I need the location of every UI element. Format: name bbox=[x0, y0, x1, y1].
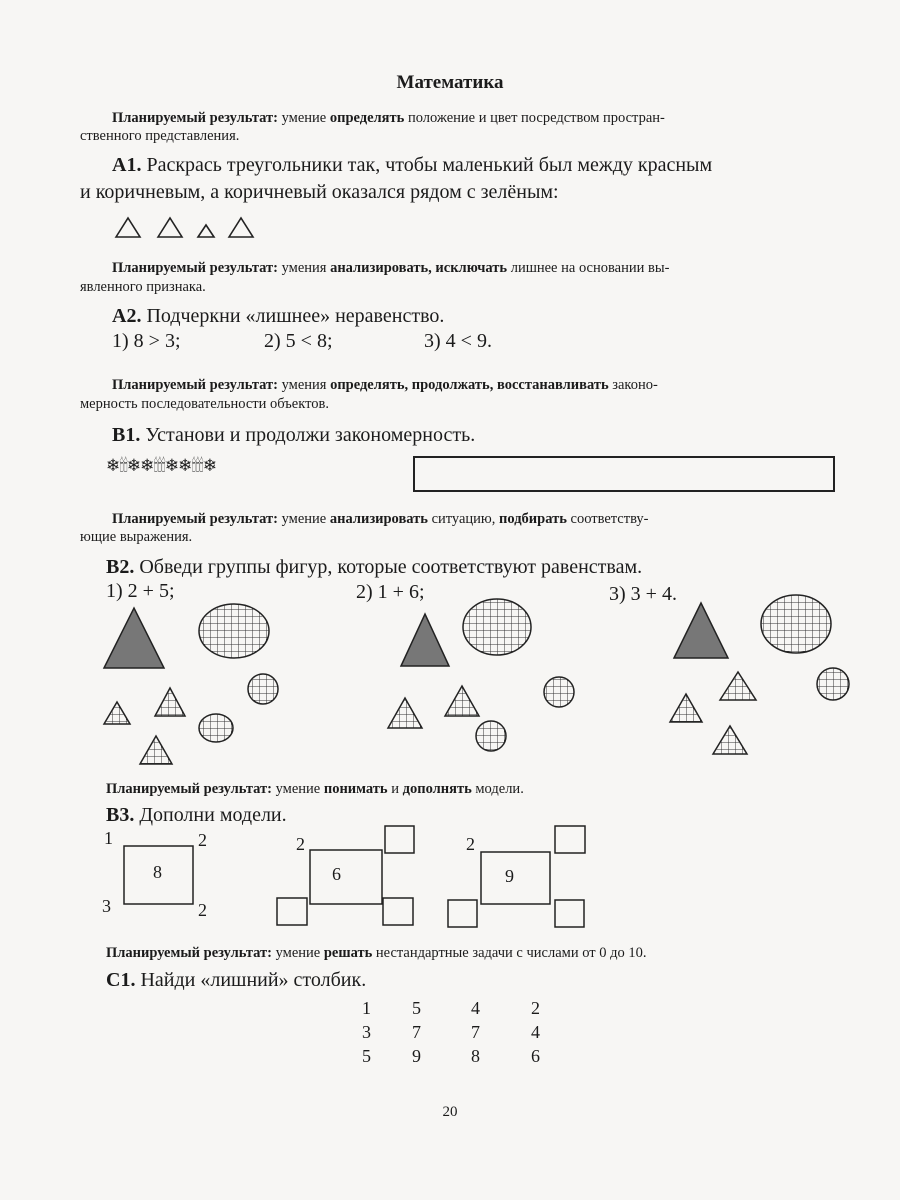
model-2-box-bl[interactable] bbox=[277, 898, 307, 925]
model-2-square bbox=[310, 850, 382, 904]
model-3-tl: 2 bbox=[466, 834, 475, 854]
grid-ellipse bbox=[199, 604, 269, 658]
model-3-box-bl[interactable] bbox=[448, 900, 477, 927]
triangle-1[interactable] bbox=[116, 218, 140, 237]
requirement-3: Планируемый результат: умения определять, продолжать, восстанавливать законо- bbox=[112, 377, 658, 393]
model-2-box-br[interactable] bbox=[383, 898, 413, 925]
c1-column-3[interactable]: 4 7 8 bbox=[471, 998, 480, 1066]
model-3-box-top[interactable] bbox=[555, 826, 585, 853]
requirement-6: Планируемый результат: умение решать нестандартные задачи с числами от 0 до 10. bbox=[106, 945, 647, 961]
model-1-bl: 3 bbox=[102, 896, 111, 916]
grid-circle bbox=[817, 668, 849, 700]
a2-option-3[interactable]: 3) 4 < 9. bbox=[424, 330, 492, 352]
grid-triangle bbox=[155, 688, 185, 716]
model-1-br: 2 bbox=[198, 900, 207, 920]
model-3-square bbox=[481, 852, 550, 904]
a2-option-2[interactable]: 2) 5 < 8; bbox=[264, 330, 333, 352]
task-b1: B1. Установи и продолжи закономерность. bbox=[112, 424, 476, 446]
requirement-3-line2: мерность последовательности объектов. bbox=[80, 396, 329, 412]
a2-option-1[interactable]: 1) 8 > 3; bbox=[112, 330, 181, 352]
b2-equation-1: 1) 2 + 5; bbox=[106, 580, 175, 602]
b2-equation-2: 2) 1 + 6; bbox=[356, 581, 425, 603]
c1-column-4[interactable]: 2 4 6 bbox=[531, 998, 540, 1066]
grid-triangle bbox=[388, 698, 422, 728]
req-label: Планируемый результат: bbox=[112, 110, 278, 126]
grid-triangle bbox=[104, 702, 130, 724]
grid-triangle bbox=[445, 686, 479, 716]
c1-column-1[interactable]: 1 3 5 bbox=[362, 998, 371, 1066]
grid-triangle bbox=[720, 672, 756, 700]
requirement-1: Планируемый результат: умение определять положение и цвет посредством простран- bbox=[112, 110, 665, 126]
model-1-tl: 1 bbox=[104, 828, 113, 848]
shaded-triangle bbox=[674, 603, 728, 658]
triangle-4[interactable] bbox=[229, 218, 253, 237]
model-1-tr: 2 bbox=[198, 830, 207, 850]
b1-answer-box[interactable] bbox=[413, 456, 835, 492]
grid-triangle bbox=[713, 726, 747, 754]
shaded-triangle bbox=[401, 614, 449, 666]
model-3-box-br[interactable] bbox=[555, 900, 584, 927]
task-a2: А2. Подчеркни «лишнее» неравенство. bbox=[112, 305, 445, 327]
grid-ellipse-small bbox=[199, 714, 233, 742]
page-title: Математика bbox=[396, 72, 504, 93]
grid-triangle bbox=[670, 694, 702, 722]
page-number: 20 bbox=[442, 1104, 458, 1120]
requirement-2: Планируемый результат: умения анализировать, исключать лишнее на основании вы- bbox=[112, 260, 670, 276]
model-1-center: 8 bbox=[153, 862, 162, 882]
grid-triangle bbox=[140, 736, 172, 764]
requirement-4-line2: ющие выражения. bbox=[80, 529, 193, 545]
task-a1: A1. Раскрась треугольники так, чтобы маленький был между красным bbox=[112, 154, 713, 176]
model-2-tl: 2 bbox=[296, 834, 305, 854]
triangle-3-small[interactable] bbox=[198, 225, 214, 237]
task-b2: B2. Обведи группы фигур, которые соответствуют равенствам. bbox=[106, 556, 643, 578]
requirement-1-line2: ственного представления. bbox=[80, 128, 240, 144]
model-3-center: 9 bbox=[505, 866, 514, 886]
requirement-2-line2: явленного признака. bbox=[80, 279, 206, 295]
triangle-2[interactable] bbox=[158, 218, 182, 237]
grid-circle bbox=[544, 677, 574, 707]
task-a1-line2: и коричневым, а коричневый оказался рядом с зелёным: bbox=[80, 181, 559, 203]
b2-equation-3: 3) 3 + 4. bbox=[609, 583, 677, 605]
requirement-5: Планируемый результат: умение понимать и дополнять модели. bbox=[106, 781, 524, 797]
task-b3: B3. Дополни модели. bbox=[106, 804, 287, 826]
requirement-4: Планируемый результат: умение анализировать ситуацию, подбирать соответству- bbox=[112, 511, 649, 527]
grid-ellipse bbox=[761, 595, 831, 653]
task-c1: C1. Найди «лишний» столбик. bbox=[106, 969, 367, 991]
grid-ellipse bbox=[463, 599, 531, 655]
model-2-center: 6 bbox=[332, 864, 341, 884]
grid-circle bbox=[248, 674, 278, 704]
c1-column-2[interactable]: 5 7 9 bbox=[412, 998, 421, 1066]
grid-circle bbox=[476, 721, 506, 751]
b1-pattern: ❄🕯🕯❄❄🕯🕯🕯❄❄🕯🕯🕯❄ bbox=[106, 456, 217, 476]
model-2-box-top[interactable] bbox=[385, 826, 414, 853]
shaded-triangle bbox=[104, 608, 164, 668]
